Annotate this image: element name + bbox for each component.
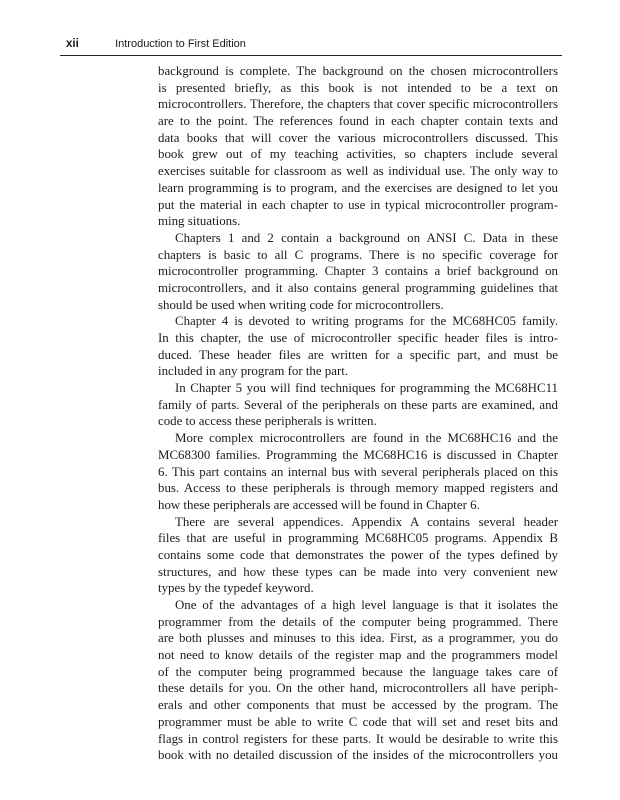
text-line: are both plusses and minuses to this idea. First, as a programmer, you do [158,631,558,646]
text-line: files that are useful in programming MC68HC05 programs. Appendix B [158,531,558,546]
text-line: code to access these peripherals is written. [158,414,377,429]
paragraph-first-line: In Chapter 5 you will find techniques for programming the MC68HC11 [175,381,558,396]
paragraph-first-line: Chapter 4 is devoted to writing programs for the MC68HC05 family. [175,314,558,329]
text-line: structures, and how these types can be made into very convenient new [158,564,558,579]
text-line: these details for you. On the other hand, microcontrollers all have periph- [158,681,558,696]
text-line: should be used when writing code for microcontrollers. [158,297,444,312]
text-line: put the material in each chapter to use in typical microcontroller program- [158,197,558,212]
text-line: how these peripherals are accessed will be found in Chapter 6. [158,497,480,512]
body-text [158,63,558,764]
text-line: erals and other components that must be accessed by the program. The [158,698,558,713]
text-line: In this chapter, the use of microcontroller specific header files is intro- [158,331,558,345]
text-line: microcontrollers. Therefore, the chapters that cover specific microcontrollers [158,97,558,112]
page-number: xii [66,38,79,50]
text-line: microcontroller programming. Chapter 3 contains a brief background on [158,264,558,279]
text-line: microcontrollers, and it also contains general programming guidelines that [158,280,558,295]
text-line: types by the typedef keyword. [158,581,314,596]
text-line: 6. This part contains an internal bus with several peripherals placed on this [158,464,558,479]
text-line: exercises suitable for classroom as well as individual use. The only way to [158,164,558,179]
text-line: are to the point. The references found in each chapter contain texts and [158,114,558,129]
text-line: flags in control registers for these parts. It would be desirable to write this [158,731,558,746]
text-line: book with no detailed discussion of the insides of the microcontrollers you [158,748,558,763]
text-line: of the computer being programmed because the language takes care of [158,664,558,679]
text-line: book grew out of my teaching activities, so chapters include several [158,147,558,162]
text-line: data books that will cover the various microcontrollers discussed. This [158,130,558,145]
text-line: bus. Access to these peripherals is through memory mapped registers and [158,481,558,496]
text-line: programmer from the details of the computer being programmed. There [158,614,558,629]
header-rule [60,55,562,56]
text-line: MC68300 families. Programming the MC68HC16 is discussed in Chapter [158,447,558,462]
text-line: programmer must be able to write C code that will set and reset bits and [158,714,558,729]
text-line: learn programming is to program, and the exercises are designed to let you [158,180,558,195]
text-line: not need to know details of the register map and the programmers model [158,648,558,663]
text-line: contains some code that demonstrates the power of the types defined by [158,547,558,562]
text-line: included in any program for the part. [158,364,349,379]
text-line: ming situations. [158,214,241,229]
text-line: chapters is basic to all C programs. There is no specific coverage for [158,247,558,262]
text-line: family of parts. Several of the peripherals on these parts are examined, and [158,397,558,412]
text-line: background is complete. The background on the chosen microcontrollers [158,64,558,78]
paragraph-first-line: One of the advantages of a high level language is that it isolates the [175,598,558,612]
running-title: Introduction to First Edition [115,38,246,50]
paragraph-first-line: More complex microcontrollers are found in the MC68HC16 and the [175,431,558,446]
text-line: duced. These header files are written for a specific part, and must be [158,347,558,362]
running-header [66,38,562,54]
text-line: is presented briefly, as this book is not intended to be a text on [158,80,558,95]
paragraph-first-line: There are several appendices. Appendix A contains several header [175,514,558,529]
paragraph-first-line: Chapters 1 and 2 contain a background on ANSI C. Data in these [175,230,558,245]
